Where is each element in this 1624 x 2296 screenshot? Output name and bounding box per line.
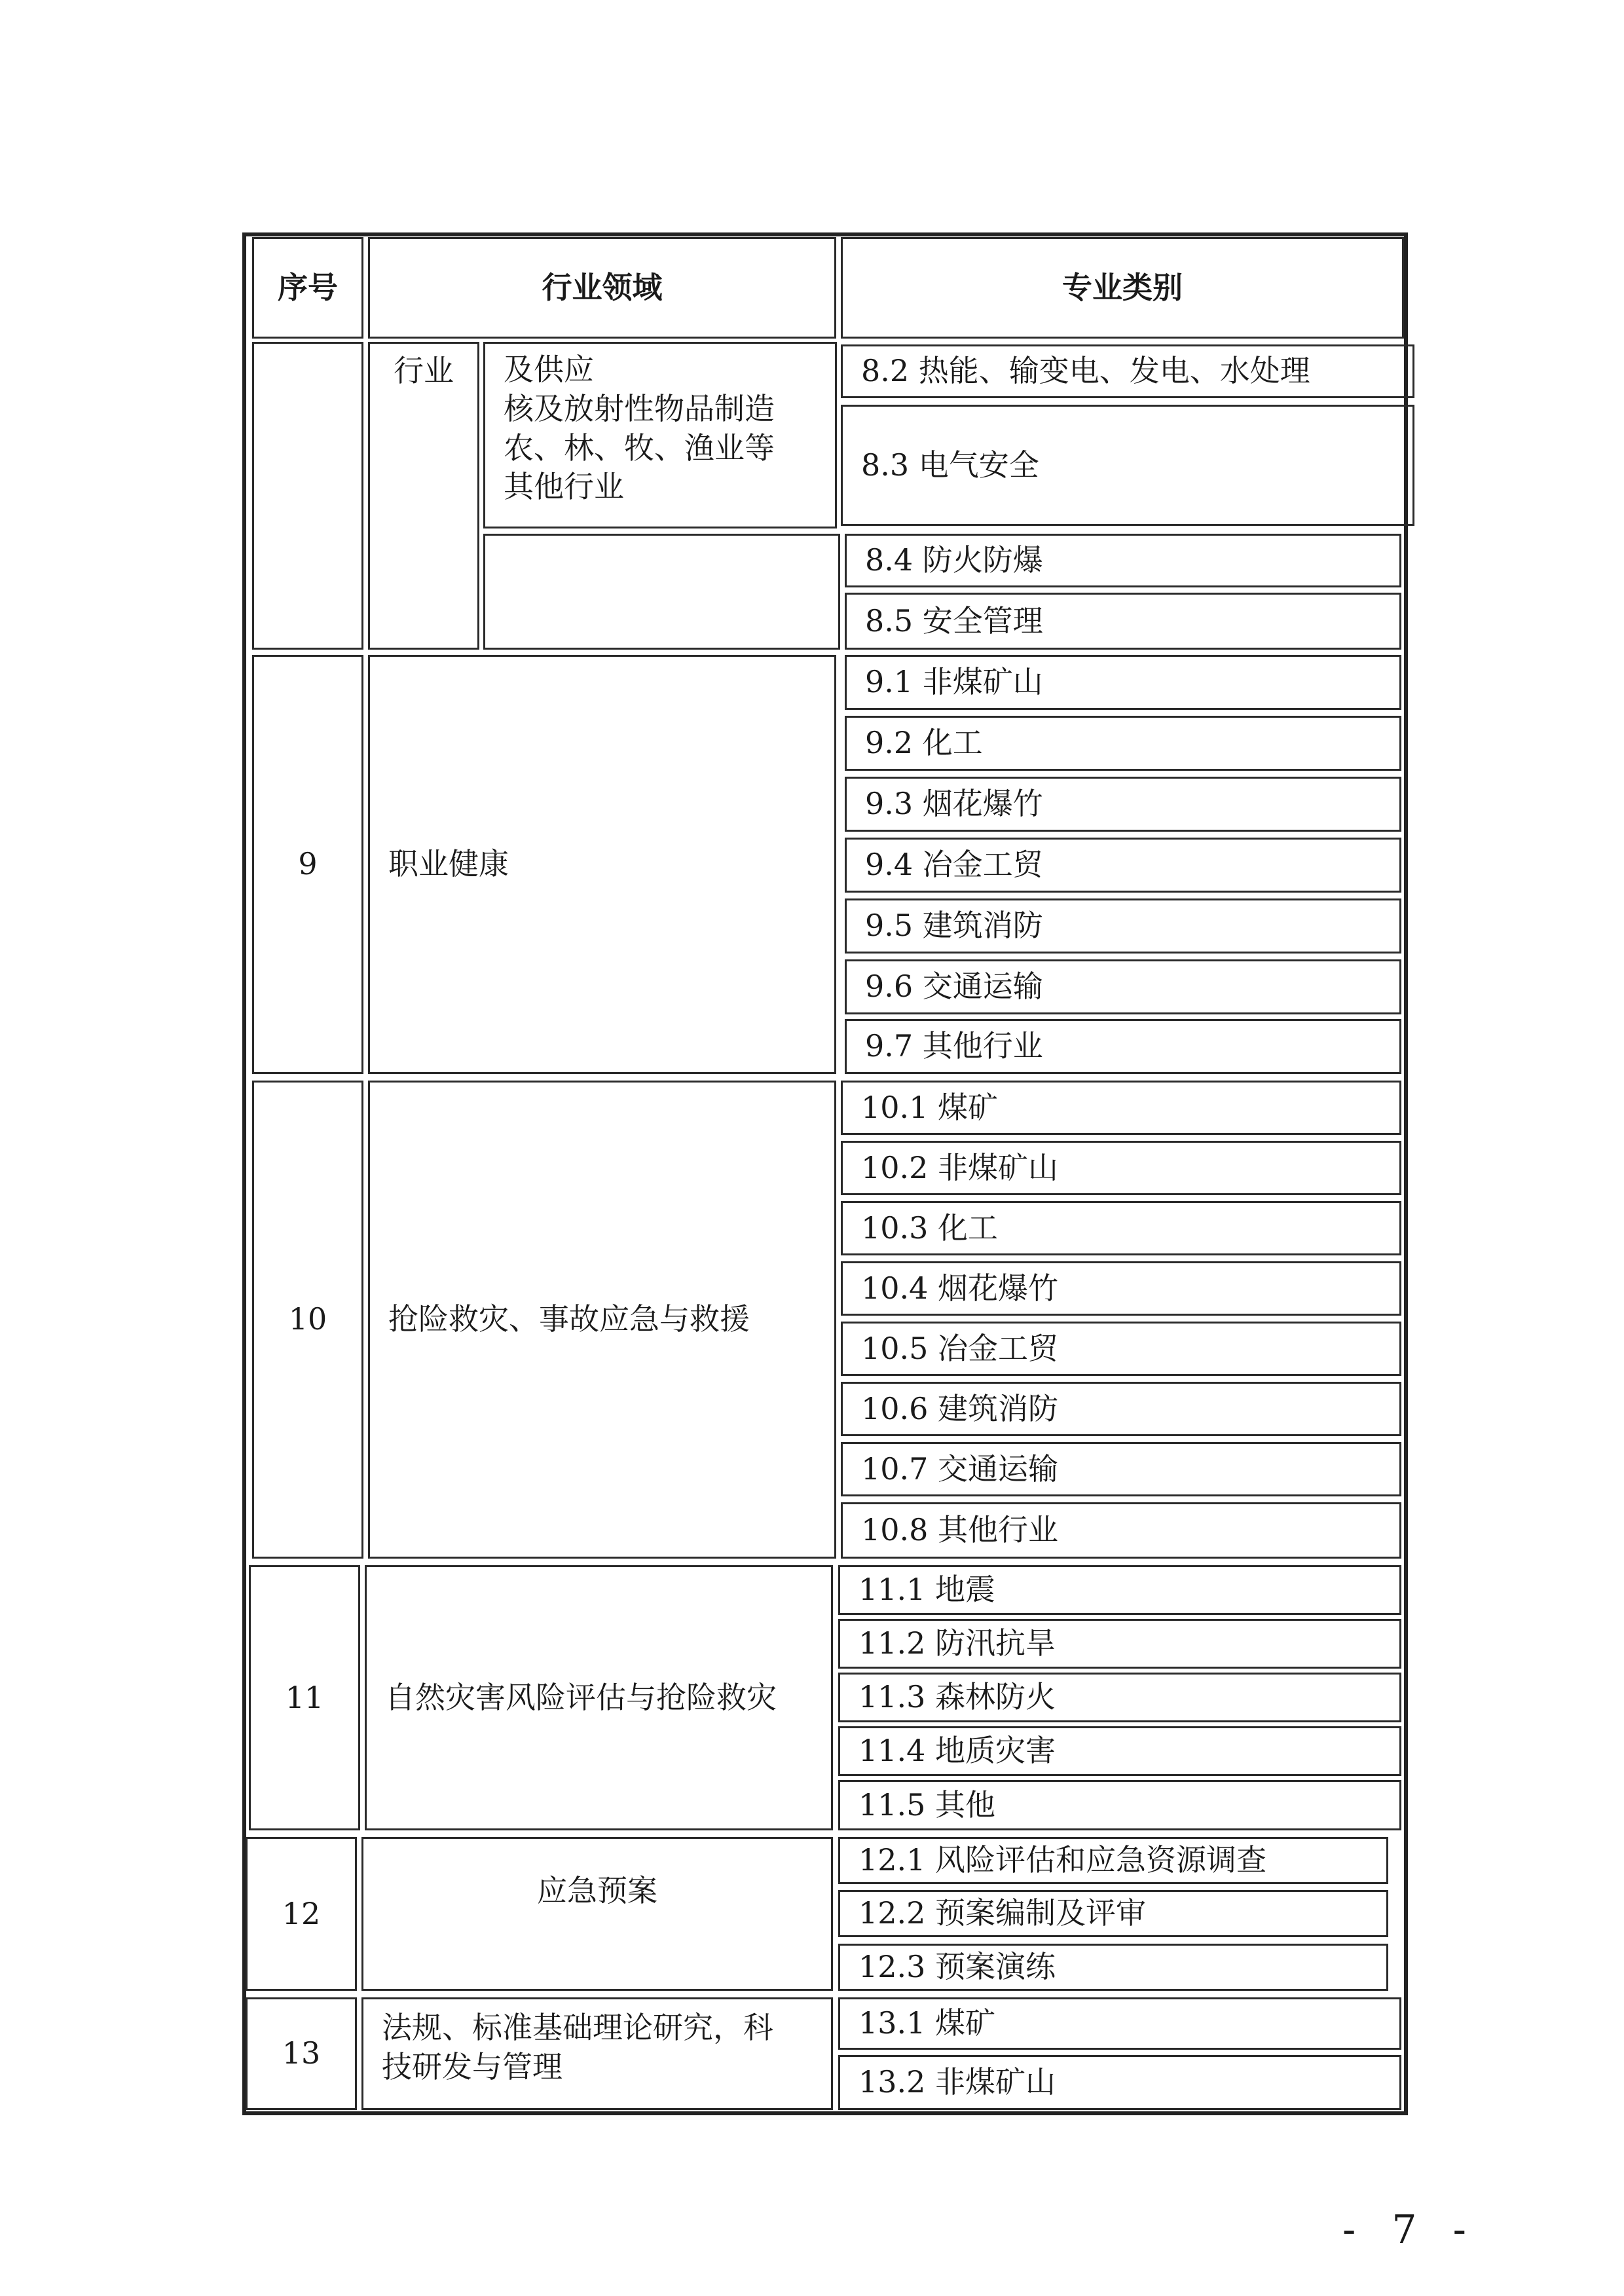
header-seq: 序号 xyxy=(252,237,363,339)
category-cell: 9.3 烟花爆竹 xyxy=(845,777,1401,832)
g9-seq: 9 xyxy=(252,655,363,1074)
category-cell: 10.3 化工 xyxy=(841,1201,1401,1255)
category-cell: 11.4 地质灾害 xyxy=(838,1726,1401,1776)
g10-industry: 抢险救灾、事故应急与救援 xyxy=(368,1081,836,1559)
cont-industry-empty xyxy=(483,534,840,650)
category-cell: 10.5 冶金工贸 xyxy=(841,1322,1401,1376)
category-cell: 11.5 其他 xyxy=(838,1780,1401,1830)
category-cell: 11.3 森林防火 xyxy=(838,1673,1401,1722)
category-cell: 9.5 建筑消防 xyxy=(845,898,1401,954)
cont-industry-line: 农、林、牧、渔业等 xyxy=(504,430,775,466)
page-number: - 7 - xyxy=(1342,2207,1478,2253)
g12-industry: 应急预案 xyxy=(361,1837,833,1991)
cont-seq-cell xyxy=(252,342,363,650)
category-cell: 10.1 煤矿 xyxy=(841,1081,1401,1135)
g11-seq: 11 xyxy=(249,1565,360,1830)
cont-industry-line: 核及放射性物品制造 xyxy=(504,390,775,426)
category-cell: 12.2 预案编制及评审 xyxy=(838,1890,1388,1937)
cont-left-word-text: 行业 xyxy=(394,353,454,388)
category-cell: 12.1 风险评估和应急资源调查 xyxy=(838,1837,1388,1884)
category-cell: 10.2 非煤矿山 xyxy=(841,1141,1401,1195)
category-cell: 10.7 交通运输 xyxy=(841,1442,1401,1496)
g10-seq: 10 xyxy=(252,1081,363,1559)
category-cell: 9.7 其他行业 xyxy=(845,1019,1401,1074)
g13-seq: 13 xyxy=(246,1997,357,2110)
category-cell: 13.1 煤矿 xyxy=(838,1997,1401,2050)
category-cell: 13.2 非煤矿山 xyxy=(838,2055,1401,2110)
category-cell: 11.1 地震 xyxy=(838,1565,1401,1615)
header-industry: 行业领域 xyxy=(368,237,836,339)
g13-industry-line: 法规、标准基础理论研究，科 xyxy=(382,2010,773,2045)
category-cell: 9.6 交通运输 xyxy=(845,959,1401,1014)
category-cell: 8.4 防火防爆 xyxy=(845,534,1401,587)
category-cell: 9.1 非煤矿山 xyxy=(845,655,1401,710)
category-cell: 9.2 化工 xyxy=(845,716,1401,771)
g13-industry xyxy=(361,1997,833,2110)
category-cell: 10.8 其他行业 xyxy=(841,1502,1401,1559)
category-cell: 8.5 安全管理 xyxy=(845,593,1401,650)
g9-industry: 职业健康 xyxy=(368,655,836,1074)
cont-left-word xyxy=(368,342,479,650)
category-cell: 10.4 烟花爆竹 xyxy=(841,1261,1401,1316)
g12-seq: 12 xyxy=(246,1837,357,1991)
category-cell: 8.3 电气安全 xyxy=(841,405,1414,526)
cont-industry-cell xyxy=(483,342,837,528)
category-cell: 10.6 建筑消防 xyxy=(841,1382,1401,1436)
category-cell: 8.2 热能、输变电、发电、水处理 xyxy=(841,344,1414,398)
header-category: 专业类别 xyxy=(841,237,1404,339)
g11-industry: 自然灾害风险评估与抢险救灾 xyxy=(365,1565,833,1830)
cont-industry-line: 及供应 xyxy=(504,352,594,387)
category-cell: 9.4 冶金工贸 xyxy=(845,838,1401,893)
cont-industry-line: 其他行业 xyxy=(504,469,624,505)
category-cell: 12.3 预案演练 xyxy=(838,1944,1388,1991)
category-cell: 11.2 防汛抗旱 xyxy=(838,1619,1401,1669)
g13-industry-line: 技研发与管理 xyxy=(382,2048,563,2084)
